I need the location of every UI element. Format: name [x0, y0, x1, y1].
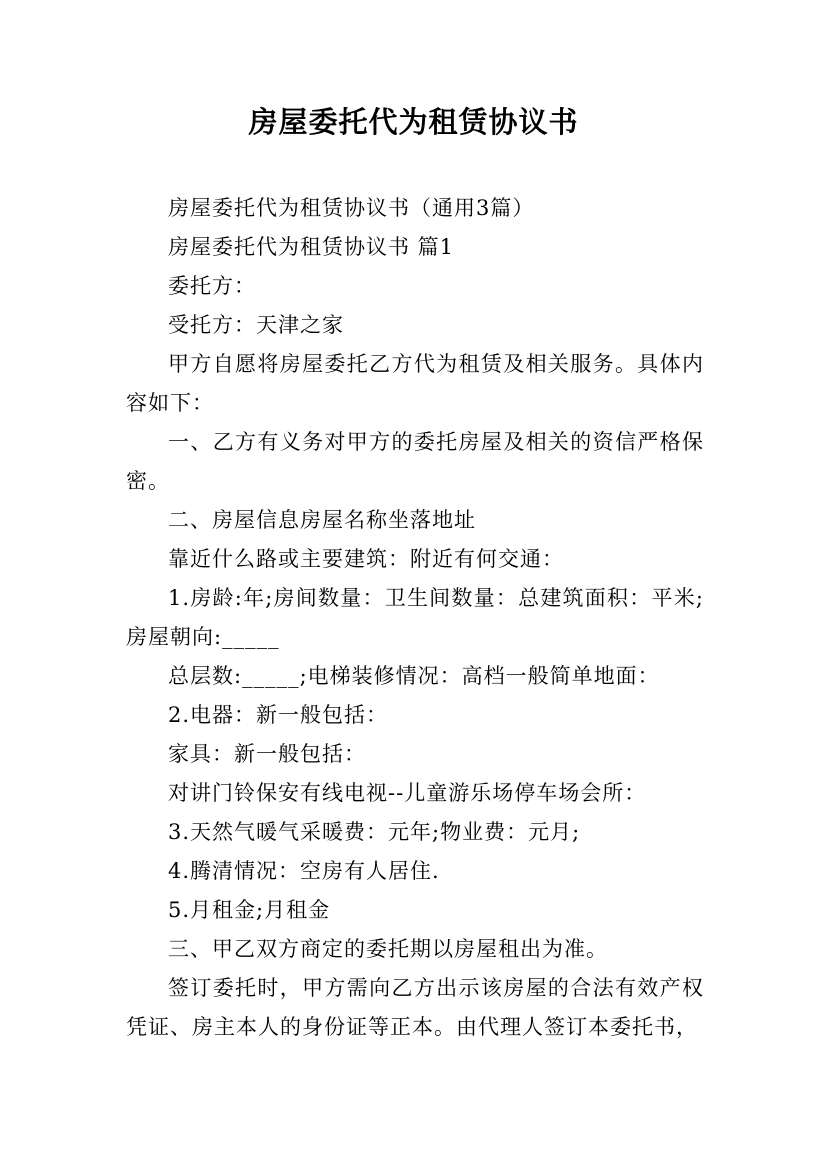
- paragraph: 一、乙方有义务对甲方的委托房屋及相关的资信严格保密。: [126, 430, 704, 493]
- paragraph: 总层数:_____;电梯装修情况：高档一般简单地面：: [168, 664, 660, 688]
- paragraph: 对讲门铃保安有线电视--儿童游乐场停车场会所：: [168, 781, 647, 805]
- paragraph: 甲方自愿将房屋委托乙方代为租赁及相关服务。具体内容如下：: [126, 352, 704, 415]
- paragraph: 受托方：天津之家: [168, 313, 344, 337]
- document-title: 房屋委托代为租赁协议书: [248, 105, 579, 139]
- paragraph: 签订委托时，甲方需向乙方出示该房屋的合法有效产权凭证、房主本人的身份证等正本。由代理人签订本委托书，: [126, 976, 704, 1039]
- paragraph: 家具：新一般包括：: [168, 742, 366, 766]
- paragraph: 三、甲乙双方商定的委托期以房屋租出为准。: [168, 937, 608, 961]
- paragraph: 5.月租金;月租金: [168, 898, 331, 922]
- paragraph: 4.腾清情况：空房有人居住.: [168, 859, 440, 883]
- paragraph: 房屋委托代为租赁协议书（通用3篇）: [168, 196, 535, 220]
- paragraph: 委托方：: [168, 274, 256, 298]
- paragraph: 靠近什么路或主要建筑：附近有何交通：: [168, 547, 564, 571]
- document-body: [126, 189, 704, 1047]
- paragraph: 2.电器：新一般包括：: [168, 703, 389, 727]
- paragraph: 1.房龄:年;房间数量：卫生间数量：总建筑面积：平米;房屋朝向:_____: [126, 586, 704, 649]
- paragraph: 3.天然气暖气采暖费：元年;物业费：元月;: [168, 820, 581, 844]
- paragraph: 二、房屋信息房屋名称坐落地址: [168, 508, 476, 532]
- paragraph: 房屋委托代为租赁协议书 篇1: [168, 235, 455, 259]
